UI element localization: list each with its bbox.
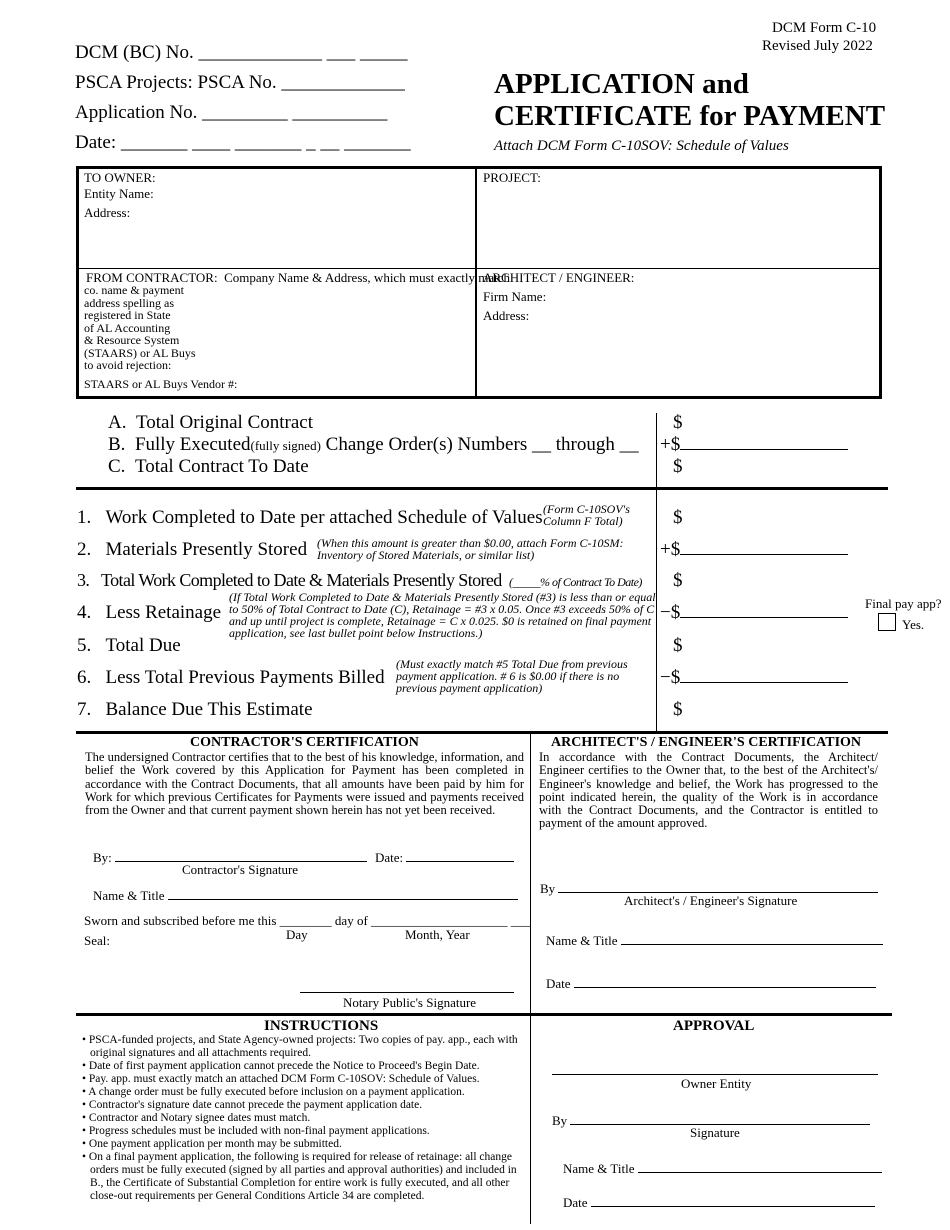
final-pay-question: Final pay app? bbox=[865, 596, 942, 611]
to-owner-label: TO OWNER: bbox=[84, 170, 156, 185]
approval-by-label: By bbox=[552, 1113, 568, 1128]
contractor-note-line: to avoid rejection: bbox=[84, 358, 172, 372]
line-1-text: Work Completed to Date per attached Schedule of Values bbox=[105, 507, 543, 528]
architect-name-label: Name & Title bbox=[546, 933, 618, 948]
date-field[interactable]: Date: _______ ____ _______ _ __ _______ bbox=[75, 132, 411, 153]
entity-name-field[interactable]: Entity Name: bbox=[84, 186, 154, 201]
approval-signature-input[interactable] bbox=[570, 1110, 870, 1125]
contractor-note-line: co. name & payment bbox=[84, 283, 184, 297]
line-3-note: (_____% of Contract To Date) bbox=[509, 575, 642, 589]
title-line-2: CERTIFICATE for PAYMENT bbox=[494, 100, 886, 132]
contractor-cert-title: CONTRACTOR'S CERTIFICATION bbox=[190, 735, 419, 750]
contractor-note-line: of AL Accounting bbox=[84, 320, 171, 335]
architect-signature-input[interactable] bbox=[558, 878, 878, 893]
instructions-divider bbox=[76, 1013, 892, 1016]
line-4 bbox=[77, 602, 221, 624]
line-1-sign: $ bbox=[673, 507, 683, 528]
contractor-note-block bbox=[84, 284, 196, 372]
line-c-text: Total Contract To Date bbox=[134, 456, 309, 477]
approval-date-row bbox=[563, 1192, 875, 1211]
sworn-text[interactable]: Sworn and subscribed before me this ________ day of _____________________ ___ bbox=[84, 913, 531, 928]
contractor-signature-label: Contractor's Signature bbox=[182, 862, 299, 877]
line-3-num: 3. bbox=[77, 570, 90, 590]
instruction-item: • On a final payment application, the following is required for release of retainage: all change orders must be fully executed (signed by all parties and approval authorities) and included in B., the Certificate of Substantial Completion for entire work is fully executed, and all other close-out requirements per General Conditions Article 34 are completed. bbox=[82, 1151, 517, 1202]
instructions-list bbox=[82, 1034, 524, 1203]
line-5-num: 5. bbox=[77, 635, 92, 656]
line-5-text: Total Due bbox=[105, 635, 181, 656]
notary-signature-line[interactable] bbox=[300, 992, 514, 993]
final-pay-yes: Yes. bbox=[902, 617, 925, 632]
line-b bbox=[108, 434, 639, 456]
line-b-label: B. bbox=[108, 434, 126, 455]
instructions-title: INSTRUCTIONS bbox=[264, 1018, 379, 1034]
project-field[interactable]: PROJECT: bbox=[483, 170, 541, 185]
line-2-amount bbox=[660, 539, 848, 561]
instruction-item: • Pay. app. must exactly match an attached DCM Form C-10SOV: Schedule of Values. bbox=[82, 1073, 480, 1085]
architect-date-row bbox=[546, 973, 876, 992]
contractor-cert-body: The undersigned Contractor certifies that to the best of his knowledge, information, and belief the Work covered by this Application for Payment has been completed in accordance with the Contract Documents, that all amounts have been paid by him for Work for which previous Certificates for Payments were issued and payments received from the Owner and that current payment shown herein has not yet been received. bbox=[85, 750, 524, 818]
instruction-item: • PSCA-funded projects, and State Agency-owned projects: Two copies of pay. app., each with original signatures and all attachments required. bbox=[82, 1034, 518, 1059]
dcm-no-field[interactable]: DCM (BC) No. _____________ ___ _____ bbox=[75, 42, 408, 63]
approval-name-label: Name & Title bbox=[563, 1161, 635, 1176]
line-6-amount bbox=[660, 667, 848, 689]
approval-date-input[interactable] bbox=[591, 1192, 875, 1207]
line-7-text: Balance Due This Estimate bbox=[105, 699, 313, 720]
architect-cert-title: ARCHITECT'S / ENGINEER'S CERTIFICATION bbox=[551, 735, 862, 750]
architect-address-field[interactable]: Address: bbox=[483, 308, 530, 323]
line-6 bbox=[77, 667, 385, 689]
line-5 bbox=[77, 635, 181, 657]
line-7 bbox=[77, 699, 313, 721]
approval-name-row bbox=[563, 1158, 882, 1177]
line-3-text: Total Work Completed to Date & Materials Presently Stored bbox=[101, 570, 502, 590]
contractor-date-label: Date: bbox=[375, 850, 404, 865]
contractor-note-line: (STAARS) or AL Buys bbox=[84, 345, 196, 360]
line-2 bbox=[77, 539, 307, 561]
instruction-item: • Progress schedules must be included with non-final payment applications. bbox=[82, 1125, 430, 1137]
line-b-amount-sign: +$ bbox=[660, 434, 681, 455]
line-3-sign: $ bbox=[673, 570, 683, 591]
approval-name-input[interactable] bbox=[638, 1158, 882, 1173]
subtitle: Attach DCM Form C-10SOV: Schedule of Values bbox=[494, 138, 789, 154]
from-contractor-note: Company Name & Address, which must exactly match bbox=[224, 270, 511, 285]
line-6-text: Less Total Previous Payments Billed bbox=[105, 667, 385, 688]
line-c bbox=[108, 456, 309, 478]
owner-entity-line[interactable] bbox=[552, 1074, 878, 1075]
title-line-1: APPLICATION and bbox=[494, 68, 749, 100]
contractor-note-line: registered in State bbox=[84, 308, 171, 322]
line-a-label: A. bbox=[108, 412, 127, 433]
line-3 bbox=[77, 570, 502, 591]
line-c-label: C. bbox=[108, 456, 126, 477]
architect-name-input[interactable] bbox=[621, 930, 883, 945]
architect-date-input[interactable] bbox=[574, 973, 876, 988]
owner-address-field[interactable]: Address: bbox=[84, 205, 131, 220]
firm-name-field[interactable]: Firm Name: bbox=[483, 289, 547, 304]
from-contractor-title: FROM CONTRACTOR: bbox=[86, 270, 218, 285]
contractor-name-row bbox=[93, 885, 518, 904]
line-4-num: 4. bbox=[77, 602, 92, 623]
cert-vdivider bbox=[530, 734, 531, 1224]
section-divider bbox=[76, 487, 888, 490]
contractor-note-line: address spelling as bbox=[84, 295, 174, 310]
cert-divider bbox=[76, 731, 888, 734]
line-4-amount bbox=[660, 602, 848, 624]
line-6-amount-input[interactable] bbox=[680, 668, 848, 683]
architect-cert-body: In accordance with the Contract Documents, the Architect/ Engineer certifies to the Owner that, to the best of the Architect's/ Engineer's knowledge and belief, the Work has progressed to the point indicated herein, the quality of the Work is in accordance with the Contract Documents, and the Contractor is entitled to payment of the amount approved. bbox=[539, 750, 878, 831]
month-year-label: Month, Year bbox=[405, 927, 470, 942]
line-a-text: Total Original Contract bbox=[135, 412, 313, 433]
contractor-by-label: By: bbox=[93, 850, 112, 865]
instruction-item: • Date of first payment application cannot precede the Notice to Proceed's Begin Date. bbox=[82, 1060, 480, 1072]
line-2-note: (When this amount is greater than $0.00, attach Form C-10SM: Inventory of Stored Materials, or similar list) bbox=[317, 536, 624, 562]
architect-by-label: By bbox=[540, 881, 556, 896]
approval-signature-label: Signature bbox=[690, 1125, 740, 1140]
approval-title: APPROVAL bbox=[673, 1018, 755, 1034]
line-a bbox=[108, 412, 313, 434]
line-b-small: (fully signed) bbox=[250, 438, 321, 453]
contractor-signature-input[interactable] bbox=[115, 847, 367, 862]
instruction-item: • One payment application per month may be submitted. bbox=[82, 1138, 342, 1150]
line-4-amount-input[interactable] bbox=[680, 603, 848, 618]
contractor-name-label: Name & Title bbox=[93, 888, 165, 903]
line-5-sign: $ bbox=[673, 635, 683, 656]
line-a-amount-sign: $ bbox=[673, 412, 683, 433]
psca-no-field[interactable]: PSCA Projects: PSCA No. _____________ bbox=[75, 72, 405, 93]
owner-entity-label: Owner Entity bbox=[681, 1076, 752, 1091]
vendor-no-field[interactable]: STAARS or AL Buys Vendor #: bbox=[84, 377, 238, 391]
line-1 bbox=[77, 507, 543, 529]
line-b-text-2: Change Order(s) Numbers __ through __ bbox=[325, 434, 639, 455]
line-b-text: Fully Executed bbox=[134, 434, 251, 455]
architect-label: ARCHITECT / ENGINEER: bbox=[483, 270, 635, 285]
line-2-sign: +$ bbox=[660, 539, 681, 560]
day-label: Day bbox=[286, 927, 308, 942]
line-4-note: (If Total Work Completed to Date & Materials Presently Stored (#3) is less than or equal to 50% of Total Contract to Date (C), Retainage = #3 x 0.05. Once #3 exceeds 50% of C and up until project is complete, Retainage = C x 0.025. $0 is retained on final payment application, see last bullet point below Instructions.) bbox=[229, 590, 656, 640]
line-7-num: 7. bbox=[77, 699, 92, 720]
line-1-note: (Form C-10SOV's Column F Total) bbox=[543, 502, 630, 528]
line-1-num: 1. bbox=[77, 507, 92, 528]
line-6-sign: −$ bbox=[660, 667, 681, 688]
contractor-name-input[interactable] bbox=[168, 885, 518, 900]
instruction-item: • A change order must be fully executed before inclusion on a payment application. bbox=[82, 1086, 465, 1098]
notary-signature-label: Notary Public's Signature bbox=[343, 995, 477, 1010]
form-id: DCM Form C-10 bbox=[772, 20, 877, 36]
final-pay-checkbox[interactable] bbox=[878, 613, 896, 631]
line-2-num: 2. bbox=[77, 539, 92, 560]
parties-box-hdivider bbox=[76, 268, 882, 269]
architect-signature-label: Architect's / Engineer's Signature bbox=[624, 893, 798, 908]
line-b-amount-input[interactable] bbox=[680, 435, 848, 450]
contractor-note-line: & Resource System bbox=[84, 333, 180, 347]
line-2-amount-input[interactable] bbox=[680, 540, 848, 555]
line-6-note: (Must exactly match #5 Total Due from previous payment application. # 6 is $0.00 if there is no previous payment application) bbox=[396, 657, 628, 695]
instruction-item: • Contractor's signature date cannot precede the payment application date. bbox=[82, 1099, 423, 1111]
architect-date-label: Date bbox=[546, 976, 571, 991]
application-no-field[interactable]: Application No. _________ __________ bbox=[75, 102, 388, 123]
line-4-text: Less Retainage bbox=[105, 602, 222, 623]
contractor-date-input[interactable] bbox=[406, 847, 514, 862]
line-2-text: Materials Presently Stored bbox=[105, 539, 308, 560]
seal-label: Seal: bbox=[84, 933, 110, 948]
line-b-amount bbox=[660, 434, 848, 456]
line-c-amount-sign: $ bbox=[673, 456, 683, 477]
line-7-sign: $ bbox=[673, 699, 683, 720]
architect-name-row bbox=[546, 930, 883, 949]
instruction-item: • Contractor and Notary signee dates must match. bbox=[82, 1112, 311, 1124]
amount-column-divider bbox=[656, 413, 657, 731]
approval-date-label: Date bbox=[563, 1195, 588, 1210]
line-6-num: 6. bbox=[77, 667, 92, 688]
contractor-date-row bbox=[375, 847, 514, 866]
line-4-sign: −$ bbox=[660, 602, 681, 623]
form-revised: Revised July 2022 bbox=[762, 38, 873, 54]
